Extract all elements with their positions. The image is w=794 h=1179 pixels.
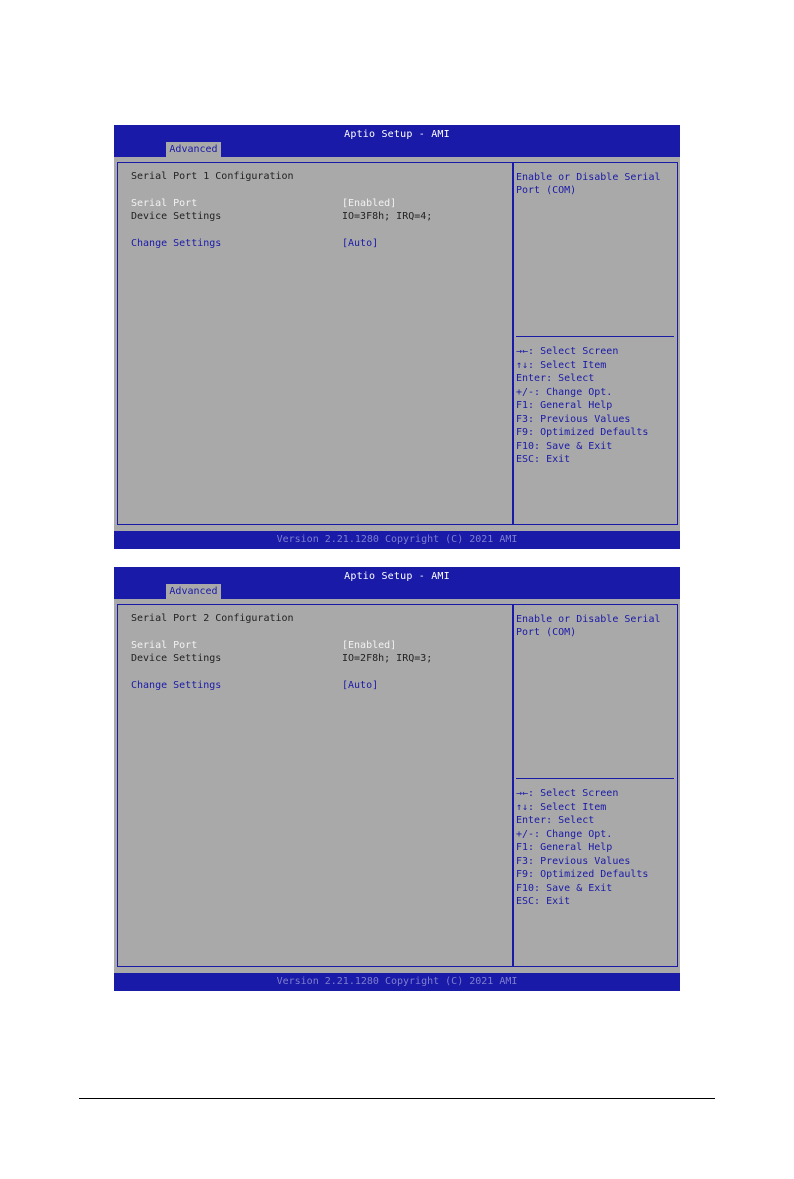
device-settings-value: IO=2F8h; IRQ=3;	[342, 653, 433, 664]
key-previous-values: F3: Previous Values	[516, 413, 631, 425]
key-exit: ESC: Exit	[516, 896, 571, 907]
serial-port-label[interactable]: Serial Port	[131, 198, 198, 209]
section-title: Serial Port 1 Configuration	[131, 171, 294, 182]
version-footer: Version 2.21.1280 Copyright (C) 2021 AMI	[114, 531, 680, 549]
help-panel	[513, 604, 678, 967]
key-select-screen: →←: Select Screen	[516, 346, 619, 357]
key-change-opt: +/-: Change Opt.	[516, 386, 613, 398]
app-title: Aptio Setup - AMI	[344, 129, 450, 140]
key-select-screen: →←: Select Screen	[516, 788, 619, 799]
title-bar	[114, 125, 680, 157]
device-settings-label: Device Settings	[131, 211, 222, 222]
key-select-item: ↑↓: Select Item	[516, 801, 607, 813]
change-settings-value[interactable]: [Auto]	[342, 238, 379, 249]
change-settings-label[interactable]: Change Settings	[131, 238, 222, 249]
key-optimized-defaults: F9: Optimized Defaults	[516, 869, 649, 880]
bios-screen-serial-port-2	[114, 567, 680, 991]
device-settings-label: Device Settings	[131, 653, 222, 664]
app-title: Aptio Setup - AMI	[344, 571, 450, 582]
key-general-help: F1: General Help	[516, 400, 613, 411]
settings-panel	[117, 604, 513, 967]
key-save-exit: F10: Save & Exit	[516, 440, 613, 452]
section-title: Serial Port 2 Configuration	[131, 613, 294, 624]
help-divider	[516, 336, 674, 337]
page-divider	[79, 1098, 715, 1099]
key-exit: ESC: Exit	[516, 454, 571, 465]
title-bar	[114, 567, 680, 599]
key-previous-values: F3: Previous Values	[516, 855, 631, 867]
serial-port-value[interactable]: [Enabled]	[342, 198, 397, 209]
key-change-opt: +/-: Change Opt.	[516, 828, 613, 840]
serial-port-value[interactable]: [Enabled]	[342, 640, 397, 651]
key-enter-select: Enter: Select	[516, 373, 595, 384]
help-divider	[516, 778, 674, 779]
change-settings-value[interactable]: [Auto]	[342, 680, 379, 691]
tab-advanced[interactable]: Advanced	[166, 142, 221, 157]
help-description: Enable or Disable Serial Port (COM)	[516, 172, 661, 196]
key-legend	[516, 345, 648, 467]
key-optimized-defaults: F9: Optimized Defaults	[516, 427, 649, 438]
key-select-item: ↑↓: Select Item	[516, 359, 607, 371]
tab-advanced[interactable]: Advanced	[166, 584, 221, 599]
help-panel	[513, 162, 678, 525]
key-general-help: F1: General Help	[516, 842, 613, 853]
serial-port-label[interactable]: Serial Port	[131, 640, 198, 651]
settings-panel	[117, 162, 513, 525]
bios-screen-serial-port-1	[114, 125, 680, 549]
help-description: Enable or Disable Serial Port (COM)	[516, 614, 661, 638]
change-settings-label[interactable]: Change Settings	[131, 680, 222, 691]
key-legend	[516, 787, 648, 909]
device-settings-value: IO=3F8h; IRQ=4;	[342, 211, 433, 222]
key-enter-select: Enter: Select	[516, 815, 595, 826]
key-save-exit: F10: Save & Exit	[516, 882, 613, 894]
version-footer: Version 2.21.1280 Copyright (C) 2021 AMI	[114, 973, 680, 991]
